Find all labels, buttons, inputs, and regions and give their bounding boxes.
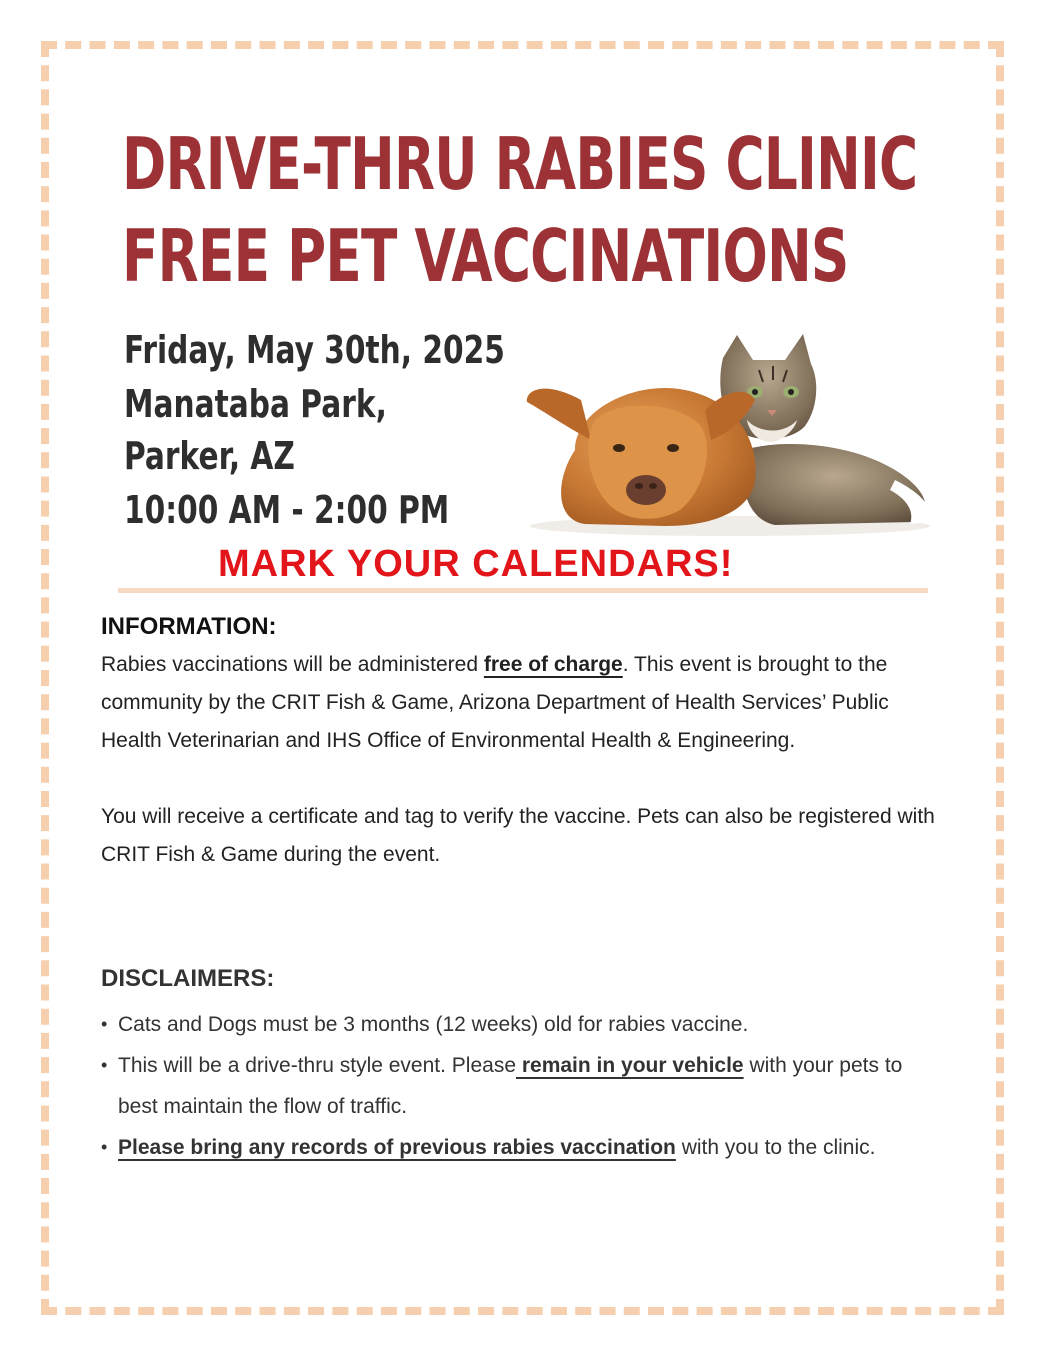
disclaimers-section	[101, 960, 941, 1168]
event-date: Friday, May 30th, 2025	[124, 328, 505, 372]
disclaimer-item	[101, 1004, 941, 1045]
dog-and-cat-image	[515, 330, 945, 540]
information-paragraph-1	[101, 646, 941, 760]
information-paragraph-2: You will receive a certificate and tag to verify the vaccine. Pets can also be registered with CRIT Fish & Game during the event.	[101, 805, 935, 866]
disclaimers-list	[101, 1004, 941, 1168]
disclaimer-item-1-text: Cats and Dogs must be 3 months (12 weeks) old for rabies vaccine.	[118, 1013, 749, 1036]
title-line-1: DRIVE-THRU RABIES CLINIC	[122, 122, 918, 206]
free-of-charge-emphasis: free of charge	[483, 653, 623, 676]
event-location-line-2: Parker, AZ	[124, 434, 295, 478]
mark-your-calendars-banner: MARK YOUR CALENDARS!	[218, 543, 734, 585]
disclaimer-item-2-text-end: with your pets to best maintain the flow of traffic.	[118, 1054, 903, 1118]
event-location-line-1: Manataba Park,	[124, 382, 387, 426]
remain-in-vehicle-emphasis: remain in your vehicle	[516, 1054, 744, 1077]
information-section	[101, 608, 941, 874]
bring-records-emphasis: Please bring any records of previous rabies vaccination	[118, 1136, 676, 1159]
disclaimers-heading: DISCLAIMERS:	[101, 965, 275, 992]
disclaimer-item	[101, 1127, 941, 1168]
title-line-2: FREE PET VACCINATIONS	[122, 214, 849, 298]
section-divider	[118, 588, 928, 593]
flyer-title	[122, 118, 917, 302]
disclaimer-item-2-text-start: This will be a drive-thru style event. Please	[118, 1054, 517, 1077]
information-p1-text-end: . This event is brought to the community by the CRIT Fish & Game, Arizona Department of Health Services’ Public Health Veterinarian and IHS Office of Environmental Health & Engineering.	[101, 653, 889, 752]
disclaimer-item	[101, 1045, 941, 1127]
event-time: 10:00 AM - 2:00 PM	[124, 488, 450, 532]
information-p1-text-start: Rabies vaccinations will be administered	[101, 653, 484, 676]
information-heading: INFORMATION:	[101, 613, 277, 640]
event-details	[124, 324, 505, 536]
disclaimer-item-3-text-end: with you to the clinic.	[675, 1136, 876, 1159]
